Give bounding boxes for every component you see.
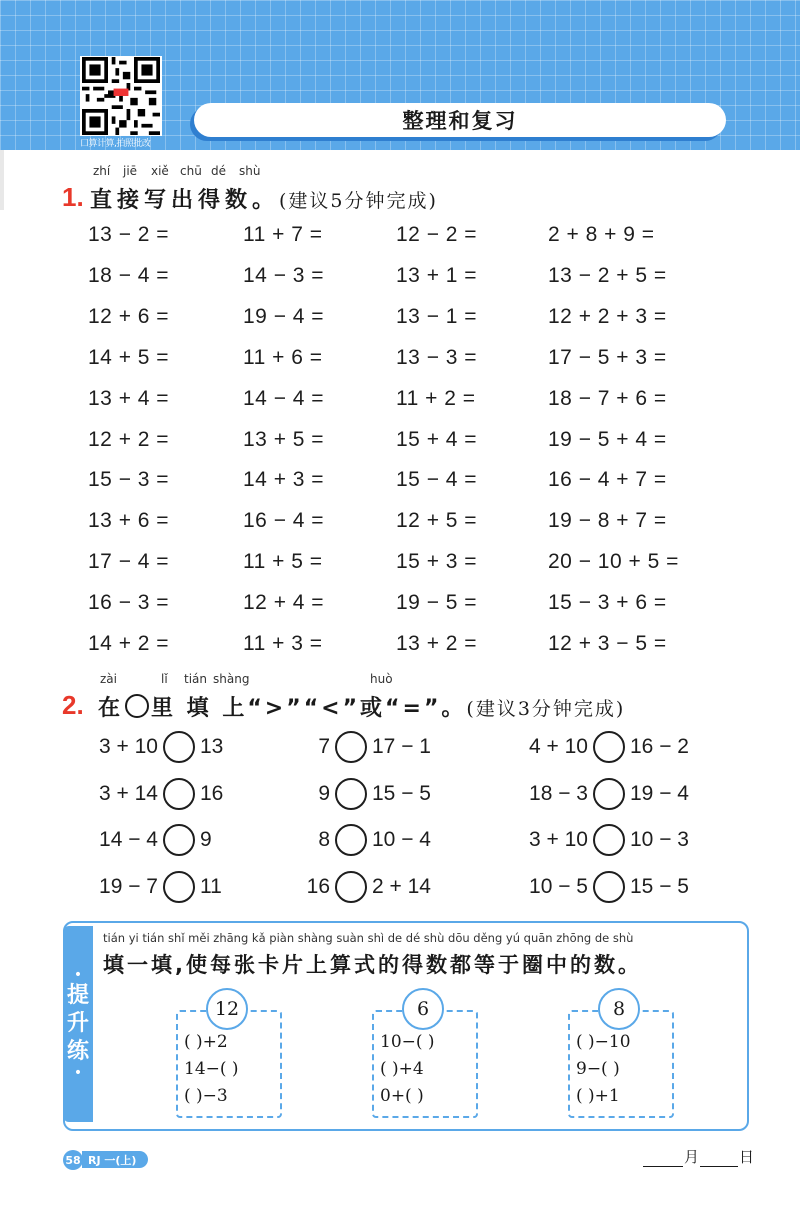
card-expression[interactable]: ( )+4 — [380, 1059, 424, 1079]
equation-r1-c3[interactable]: 12 − 2 = — [396, 223, 478, 246]
pinyin-zai: zài — [100, 672, 117, 686]
card-expression[interactable]: 10−( ) — [380, 1032, 435, 1052]
comparison-r4-c3 — [518, 870, 689, 904]
equation-r4-c4[interactable]: 17 − 5 + 3 = — [548, 346, 667, 369]
card-expression[interactable]: ( )−3 — [184, 1086, 228, 1106]
question-1-text — [90, 183, 438, 214]
month-blank[interactable] — [643, 1166, 683, 1167]
pinyin-huo: huò — [370, 672, 393, 686]
answer-circle[interactable] — [593, 871, 625, 903]
answer-circle[interactable] — [335, 871, 367, 903]
equation-r3-c1[interactable]: 12 + 6 = — [88, 305, 170, 328]
label-dot: • — [73, 1065, 83, 1081]
equation-r10-c4[interactable]: 15 − 3 + 6 = — [548, 591, 667, 614]
pinyin-li: lǐ — [161, 672, 168, 686]
question-1-instruction: 直接写出得数。 — [90, 188, 280, 213]
question-1-number: 1. — [62, 182, 84, 212]
question-2-text-a: 在 — [98, 696, 124, 721]
card-expression[interactable]: ( )+1 — [576, 1086, 620, 1106]
comparison-r1-c2 — [300, 730, 431, 764]
card-target-number: 12 — [206, 988, 248, 1030]
day-label: 日 — [739, 1148, 755, 1166]
answer-circle[interactable] — [593, 778, 625, 810]
pinyin-tian: tián — [184, 672, 207, 686]
pinyin-shu: shù — [239, 164, 261, 178]
card-target-number: 6 — [402, 988, 444, 1030]
equation-r6-c4[interactable]: 19 − 5 + 4 = — [548, 428, 667, 451]
page-title: 整理和复习 — [402, 109, 518, 133]
comparison-r2-c1 — [88, 777, 223, 811]
comparison-r3-c3 — [518, 823, 689, 857]
card-expression[interactable]: ( )−10 — [576, 1032, 631, 1052]
equation-r11-c2[interactable]: 11 + 3 = — [243, 632, 323, 655]
equation-r8-c1[interactable]: 13 + 6 = — [88, 509, 170, 532]
equation-r2-c1[interactable]: 18 − 4 = — [88, 264, 170, 287]
equation-r10-c3[interactable]: 19 − 5 = — [396, 591, 478, 614]
equation-r9-c4[interactable]: 20 − 10 + 5 = — [548, 550, 679, 573]
boost-pinyin: tián yi tián shǐ měi zhāng kǎ piàn shàng suàn shì de dé shù dōu děng yú quān zhōng de shù — [103, 931, 634, 945]
label-char-3: 练 — [66, 1039, 89, 1064]
title-banner — [194, 103, 726, 137]
equation-r10-c2[interactable]: 12 + 4 = — [243, 591, 325, 614]
label-char-2: 升 — [66, 1011, 89, 1036]
equation-r3-c4[interactable]: 12 + 2 + 3 = — [548, 305, 667, 328]
comparison-right: 10 − 4 — [372, 828, 431, 851]
question-2-text-b: 里 填 上 — [151, 696, 248, 721]
equation-r6-c1[interactable]: 12 + 2 = — [88, 428, 170, 451]
left-edge-strip — [0, 150, 4, 210]
label-dot: • — [73, 967, 83, 983]
equation-r9-c1[interactable]: 17 − 4 = — [88, 550, 170, 573]
equation-r2-c4[interactable]: 13 − 2 + 5 = — [548, 264, 667, 287]
equation-r8-c4[interactable]: 19 − 8 + 7 = — [548, 509, 667, 532]
qr-code-icon[interactable] — [80, 56, 162, 136]
answer-circle[interactable] — [335, 778, 367, 810]
equation-r1-c2[interactable]: 11 + 7 = — [243, 223, 323, 246]
circle-blank-icon — [125, 694, 149, 718]
equation-r5-c1[interactable]: 13 + 4 = — [88, 387, 170, 410]
question-2-text — [98, 691, 625, 722]
equation-r1-c1[interactable]: 13 − 2 = — [88, 223, 170, 246]
equation-r11-c4[interactable]: 12 + 3 − 5 = — [548, 632, 667, 655]
equation-r5-c3[interactable]: 11 + 2 = — [396, 387, 476, 410]
comparison-right: 9 — [200, 828, 212, 851]
equation-r4-c2[interactable]: 11 + 6 = — [243, 346, 323, 369]
pinyin-chu: chū — [180, 164, 202, 178]
answer-circle[interactable] — [163, 824, 195, 856]
comparison-left: 7 — [318, 735, 330, 758]
equation-r5-c4[interactable]: 18 − 7 + 6 = — [548, 387, 667, 410]
month-label: 月 — [684, 1148, 700, 1166]
answer-circle[interactable] — [163, 871, 195, 903]
comparison-right: 2 + 14 — [372, 875, 431, 898]
comparison-r3-c2 — [300, 823, 431, 857]
page-number: 58 — [63, 1150, 83, 1170]
boost-practice-label — [63, 926, 93, 1122]
comparison-left: 16 — [306, 875, 330, 898]
comparison-right: 17 − 1 — [372, 735, 431, 758]
comparison-left: 4 + 10 — [529, 735, 588, 758]
comparison-left: 10 − 5 — [529, 875, 588, 898]
equation-r2-c3[interactable]: 13 + 1 = — [396, 264, 478, 287]
answer-circle[interactable] — [163, 778, 195, 810]
card-expression[interactable]: ( )+2 — [184, 1032, 228, 1052]
comparison-right: 16 — [200, 782, 224, 805]
comparison-left: 9 — [318, 782, 330, 805]
comparison-right: 15 − 5 — [372, 782, 431, 805]
grade-label: RJ 一(上) — [82, 1151, 148, 1168]
equation-r3-c3[interactable]: 13 − 1 = — [396, 305, 478, 328]
question-2-number: 2. — [62, 690, 84, 720]
equation-r11-c1[interactable]: 14 + 2 = — [88, 632, 170, 655]
equation-r6-c2[interactable]: 13 + 5 = — [243, 428, 325, 451]
comparison-r3-c1 — [88, 823, 212, 857]
comparison-r1-c1 — [88, 730, 223, 764]
day-blank[interactable] — [700, 1166, 738, 1167]
label-char-1: 提 — [66, 983, 89, 1008]
comparison-right: 16 − 2 — [630, 735, 689, 758]
comparison-right: 10 − 3 — [630, 828, 689, 851]
answer-circle[interactable] — [163, 731, 195, 763]
question-1-time-note: (建议5分钟完成) — [279, 190, 438, 212]
equation-r7-c3[interactable]: 15 − 4 = — [396, 468, 478, 491]
equation-r11-c3[interactable]: 13 + 2 = — [396, 632, 478, 655]
answer-circle[interactable] — [335, 731, 367, 763]
equation-r9-c2[interactable]: 11 + 5 = — [243, 550, 323, 573]
comparison-left: 3 + 14 — [99, 782, 158, 805]
comparison-right: 13 — [200, 735, 224, 758]
comparison-left: 18 − 3 — [529, 782, 588, 805]
pinyin-jie: jiē — [123, 164, 138, 178]
equation-r6-c3[interactable]: 15 + 4 = — [396, 428, 478, 451]
comparison-left: 8 — [318, 828, 330, 851]
comparison-left: 3 + 10 — [529, 828, 588, 851]
answer-circle[interactable] — [335, 824, 367, 856]
equation-r4-c1[interactable]: 14 + 5 = — [88, 346, 170, 369]
comparison-right: 15 − 5 — [630, 875, 689, 898]
comparison-right: 11 — [200, 875, 222, 898]
comparison-r2-c2 — [300, 777, 431, 811]
card-expression[interactable]: 0+( ) — [380, 1086, 424, 1106]
equation-r7-c1[interactable]: 15 − 3 = — [88, 468, 170, 491]
comparison-r4-c2 — [300, 870, 431, 904]
equation-r3-c2[interactable]: 19 − 4 = — [243, 305, 325, 328]
comparison-left: 19 − 7 — [99, 875, 158, 898]
answer-circle[interactable] — [593, 824, 625, 856]
equation-r7-c2[interactable]: 14 + 3 = — [243, 468, 325, 491]
equation-r1-c4[interactable]: 2 + 8 + 9 = — [548, 223, 655, 246]
pinyin-de: dé — [211, 164, 226, 178]
pinyin-xie: xiě — [151, 164, 169, 178]
comparison-right: 19 − 4 — [630, 782, 689, 805]
boost-instruction: 填一填,使每张卡片上算式的得数都等于圈中的数。 — [103, 953, 642, 977]
comparison-left: 14 − 4 — [99, 828, 158, 851]
answer-circle[interactable] — [593, 731, 625, 763]
comparison-r4-c1 — [88, 870, 222, 904]
qr-caption: 口算计算,拍照批改 — [80, 139, 151, 149]
equation-r8-c3[interactable]: 12 + 5 = — [396, 509, 478, 532]
equation-r7-c4[interactable]: 16 − 4 + 7 = — [548, 468, 667, 491]
comparison-r1-c3 — [518, 730, 689, 764]
equation-r9-c3[interactable]: 15 + 3 = — [396, 550, 478, 573]
card-target-number: 8 — [598, 988, 640, 1030]
card-expression[interactable]: 14−( ) — [184, 1059, 239, 1079]
equation-r4-c3[interactable]: 13 − 3 = — [396, 346, 478, 369]
equation-r10-c1[interactable]: 16 − 3 = — [88, 591, 170, 614]
question-2-time-note: (建议3分钟完成) — [466, 698, 626, 720]
comparison-r2-c3 — [518, 777, 689, 811]
pinyin-shang: shàng — [213, 672, 250, 686]
question-2-text-c: “>”“<”或“=”。 — [247, 696, 467, 721]
equation-r8-c2[interactable]: 16 − 4 = — [243, 509, 325, 532]
comparison-left: 3 + 10 — [99, 735, 158, 758]
equation-r2-c2[interactable]: 14 − 3 = — [243, 264, 325, 287]
pinyin-zhi: zhí — [93, 164, 111, 178]
equation-r5-c2[interactable]: 14 − 4 = — [243, 387, 325, 410]
card-expression[interactable]: 9−( ) — [576, 1059, 620, 1079]
page-header — [0, 0, 800, 150]
